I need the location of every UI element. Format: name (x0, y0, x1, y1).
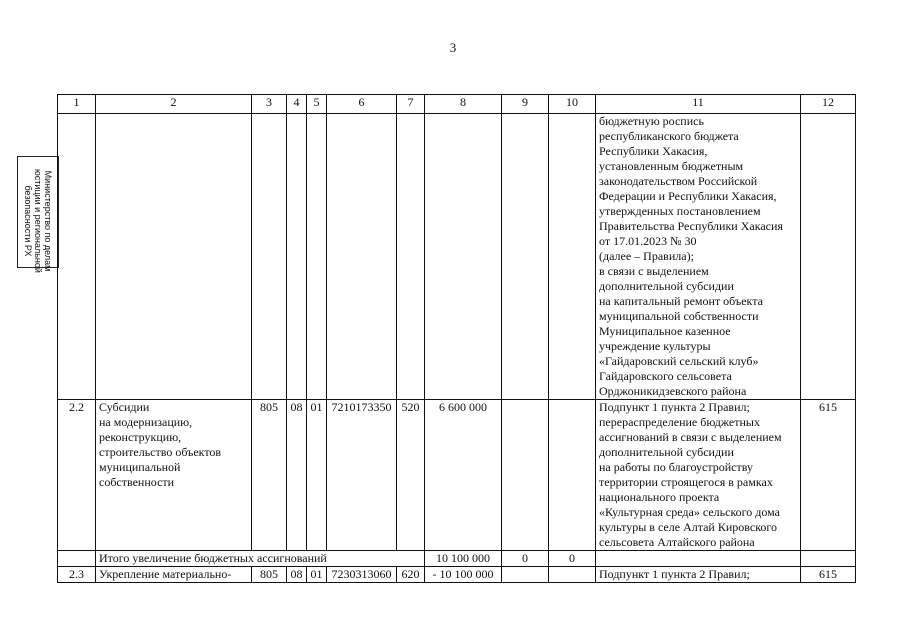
header-cell: 1 (58, 95, 96, 114)
code-cell: 805 (252, 400, 287, 551)
item-name: Субсидии на модернизацию, реконструкцию, строительство объектов муниципальной собственности (96, 400, 252, 551)
item-name: Укрепление материально- (96, 567, 252, 583)
amount-cell: 6 600 000 (425, 400, 502, 551)
header-cell: 2 (96, 95, 252, 114)
amount-cell (549, 400, 596, 551)
stamp-text: Министерство по делам юстиции и региональной безопасности РХ (23, 169, 53, 273)
header-cell: 8 (425, 95, 502, 114)
justification-cell: Подпункт 1 пункта 2 Правил; (596, 567, 801, 583)
page-number: 3 (449, 40, 457, 55)
header-cell: 6 (327, 95, 397, 114)
table-row (58, 400, 856, 551)
total-amount: 0 (502, 551, 549, 567)
budget-table (57, 94, 856, 583)
row-number: 2.2 (58, 400, 96, 551)
header-cell: 12 (801, 95, 856, 114)
row-number: 2.3 (58, 567, 96, 583)
code-cell: 520 (397, 400, 425, 551)
table-header-row (58, 95, 856, 114)
table-row (58, 567, 856, 583)
total-label: Итого увеличение бюджетных ассигнований (96, 551, 425, 567)
code-cell: 805 (252, 567, 287, 583)
total-amount: 10 100 000 (425, 551, 502, 567)
code-cell: 01 (307, 400, 327, 551)
total-amount: 0 (549, 551, 596, 567)
header-cell: 5 (307, 95, 327, 114)
amount-cell (549, 567, 596, 583)
header-cell: 10 (549, 95, 596, 114)
justification-cell: бюджетную роспись республиканского бюджета Республики Хакасия, установленным бюджетным законодательством Российской Федерации и Республики Хакасия, утвержденных постановлением Правительства Республики Хакасия от 17.01.2023 № 30 (далее – Правила); в связи с выделением дополнительной субсидии на капитальный ремонт объекта муниципальной собственности Муниципальное казенное учреждение культуры «Гайдаровский сельский клуб» Гайдаровского сельсовета Орджоникидзевского района (596, 114, 801, 400)
header-cell: 4 (287, 95, 307, 114)
table-row-continuation (58, 114, 856, 400)
amount-cell: - 10 100 000 (425, 567, 502, 583)
header-cell: 11 (596, 95, 801, 114)
header-cell: 3 (252, 95, 287, 114)
amount-cell (502, 400, 549, 551)
code-cell: 08 (287, 567, 307, 583)
justification-cell: Подпункт 1 пункта 2 Правил; перераспределение бюджетных ассигнований в связи с выделением дополнительной субсидии на работы по благоустройству территории строящегося в рамках национального проекта «Культурная среда» сельского дома культуры в селе Алтай Кировского сельсовета Алтайского района (596, 400, 801, 551)
code-cell: 7230313060 (327, 567, 397, 583)
code-cell: 615 (801, 400, 856, 551)
amount-cell (502, 567, 549, 583)
header-cell: 9 (502, 95, 549, 114)
code-cell: 620 (397, 567, 425, 583)
code-cell: 01 (307, 567, 327, 583)
code-cell: 7210173350 (327, 400, 397, 551)
code-cell: 08 (287, 400, 307, 551)
header-cell: 7 (397, 95, 425, 114)
registration-stamp (17, 156, 59, 273)
code-cell: 615 (801, 567, 856, 583)
total-row (58, 551, 856, 567)
